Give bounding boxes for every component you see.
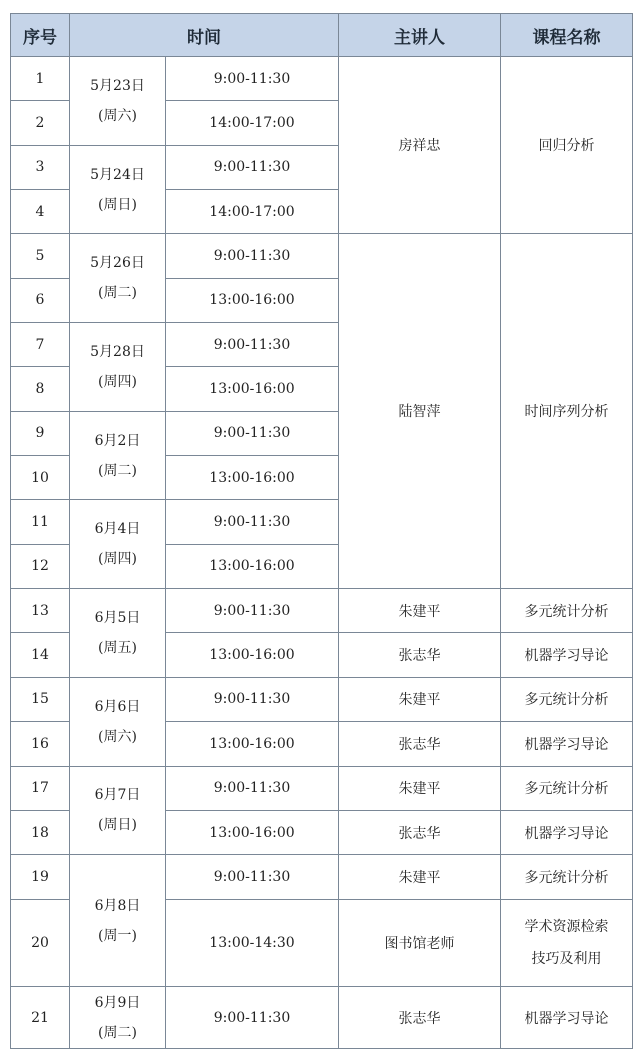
header-row [11, 14, 633, 57]
header-index: 序号 [11, 14, 70, 57]
weekday: (周五) [98, 639, 137, 656]
course-name-line-2: 技巧及利用 [531, 950, 602, 967]
date: 5月28日 [90, 343, 145, 360]
table-row [11, 766, 633, 810]
date: 5月23日 [90, 77, 145, 94]
speaker-cell: 张志华 [339, 987, 501, 1049]
date: 6月2日 [94, 432, 141, 449]
row-index: 1 [11, 57, 70, 101]
row-index: 17 [11, 766, 70, 810]
time-slot: 9:00-11:30 [166, 57, 339, 101]
date: 6月5日 [94, 609, 141, 626]
course-cell: 回归分析 [501, 57, 633, 234]
course-cell: 多元统计分析 [501, 766, 633, 810]
row-index: 12 [11, 544, 70, 588]
weekday: (周六) [98, 728, 137, 745]
weekday: (周四) [98, 373, 137, 390]
course-cell: 时间序列分析 [501, 234, 633, 589]
table-row [11, 987, 633, 1049]
row-index: 3 [11, 145, 70, 189]
speaker-cell: 房祥忠 [339, 57, 501, 234]
time-slot: 14:00-17:00 [166, 101, 339, 145]
row-index: 2 [11, 101, 70, 145]
date: 6月9日 [94, 994, 141, 1011]
weekday: (周二) [98, 1024, 137, 1041]
row-index: 15 [11, 677, 70, 721]
time-slot: 9:00-11:30 [166, 855, 339, 899]
row-index: 7 [11, 323, 70, 367]
row-index: 4 [11, 190, 70, 234]
header-speaker: 主讲人 [339, 14, 501, 57]
speaker-cell: 张志华 [339, 633, 501, 677]
row-index: 13 [11, 589, 70, 633]
speaker-cell: 朱建平 [339, 855, 501, 899]
row-index: 5 [11, 234, 70, 278]
speaker-cell: 朱建平 [339, 766, 501, 810]
course-name-line-1: 学术资源检索 [524, 918, 609, 935]
time-slot: 13:00-16:00 [166, 544, 339, 588]
table-row [11, 677, 633, 721]
weekday: (周一) [98, 927, 137, 944]
time-slot: 9:00-11:30 [166, 145, 339, 189]
row-index: 16 [11, 722, 70, 766]
date-cell [70, 589, 166, 678]
date-cell [70, 145, 166, 234]
speaker-cell: 张志华 [339, 810, 501, 854]
row-index: 14 [11, 633, 70, 677]
date-cell [70, 766, 166, 855]
row-index: 18 [11, 810, 70, 854]
weekday: (周日) [98, 196, 137, 213]
weekday: (周四) [98, 551, 137, 568]
row-index: 20 [11, 899, 70, 987]
time-slot: 9:00-11:30 [166, 766, 339, 810]
date-cell [70, 411, 166, 500]
weekday: (周六) [98, 107, 137, 124]
date: 5月26日 [90, 255, 145, 272]
table-row [11, 855, 633, 899]
row-index: 11 [11, 500, 70, 544]
row-index: 10 [11, 456, 70, 500]
row-index: 8 [11, 367, 70, 411]
speaker-cell: 朱建平 [339, 677, 501, 721]
date-cell [70, 234, 166, 323]
date: 6月4日 [94, 521, 141, 538]
date-cell [70, 57, 166, 146]
time-slot: 9:00-11:30 [166, 500, 339, 544]
table-row [11, 234, 633, 278]
time-slot: 9:00-11:30 [166, 677, 339, 721]
weekday: (周二) [98, 462, 137, 479]
table-row [11, 57, 633, 101]
time-slot: 9:00-11:30 [166, 987, 339, 1049]
time-slot: 13:00-16:00 [166, 456, 339, 500]
row-index: 9 [11, 411, 70, 455]
time-slot: 9:00-11:30 [166, 411, 339, 455]
time-slot: 9:00-11:30 [166, 234, 339, 278]
date: 6月7日 [94, 787, 141, 804]
course-cell: 机器学习导论 [501, 633, 633, 677]
date-cell [70, 855, 166, 987]
course-cell: 机器学习导论 [501, 987, 633, 1049]
time-slot: 14:00-17:00 [166, 190, 339, 234]
speaker-cell: 图书馆老师 [339, 899, 501, 987]
course-cell: 多元统计分析 [501, 855, 633, 899]
time-slot: 9:00-11:30 [166, 323, 339, 367]
date: 6月6日 [94, 698, 141, 715]
date-cell [70, 987, 166, 1049]
speaker-cell: 张志华 [339, 722, 501, 766]
row-index: 21 [11, 987, 70, 1049]
date-cell [70, 500, 166, 589]
date-cell [70, 323, 166, 412]
time-slot: 13:00-14:30 [166, 899, 339, 987]
date: 5月24日 [90, 166, 145, 183]
course-cell [501, 899, 633, 987]
row-index: 19 [11, 855, 70, 899]
speaker-cell: 陆智萍 [339, 234, 501, 589]
course-cell: 机器学习导论 [501, 722, 633, 766]
time-slot: 9:00-11:30 [166, 589, 339, 633]
speaker-cell: 朱建平 [339, 589, 501, 633]
time-slot: 13:00-16:00 [166, 810, 339, 854]
weekday: (周二) [98, 285, 137, 302]
time-slot: 13:00-16:00 [166, 278, 339, 322]
course-schedule-table [10, 13, 633, 1049]
course-cell: 机器学习导论 [501, 810, 633, 854]
time-slot: 13:00-16:00 [166, 633, 339, 677]
row-index: 6 [11, 278, 70, 322]
header-course: 课程名称 [501, 14, 633, 57]
time-slot: 13:00-16:00 [166, 722, 339, 766]
header-time: 时间 [70, 14, 339, 57]
weekday: (周日) [98, 817, 137, 834]
date-cell [70, 677, 166, 766]
time-slot: 13:00-16:00 [166, 367, 339, 411]
course-cell: 多元统计分析 [501, 677, 633, 721]
course-cell: 多元统计分析 [501, 589, 633, 633]
date: 6月8日 [94, 897, 141, 914]
table-row [11, 589, 633, 633]
